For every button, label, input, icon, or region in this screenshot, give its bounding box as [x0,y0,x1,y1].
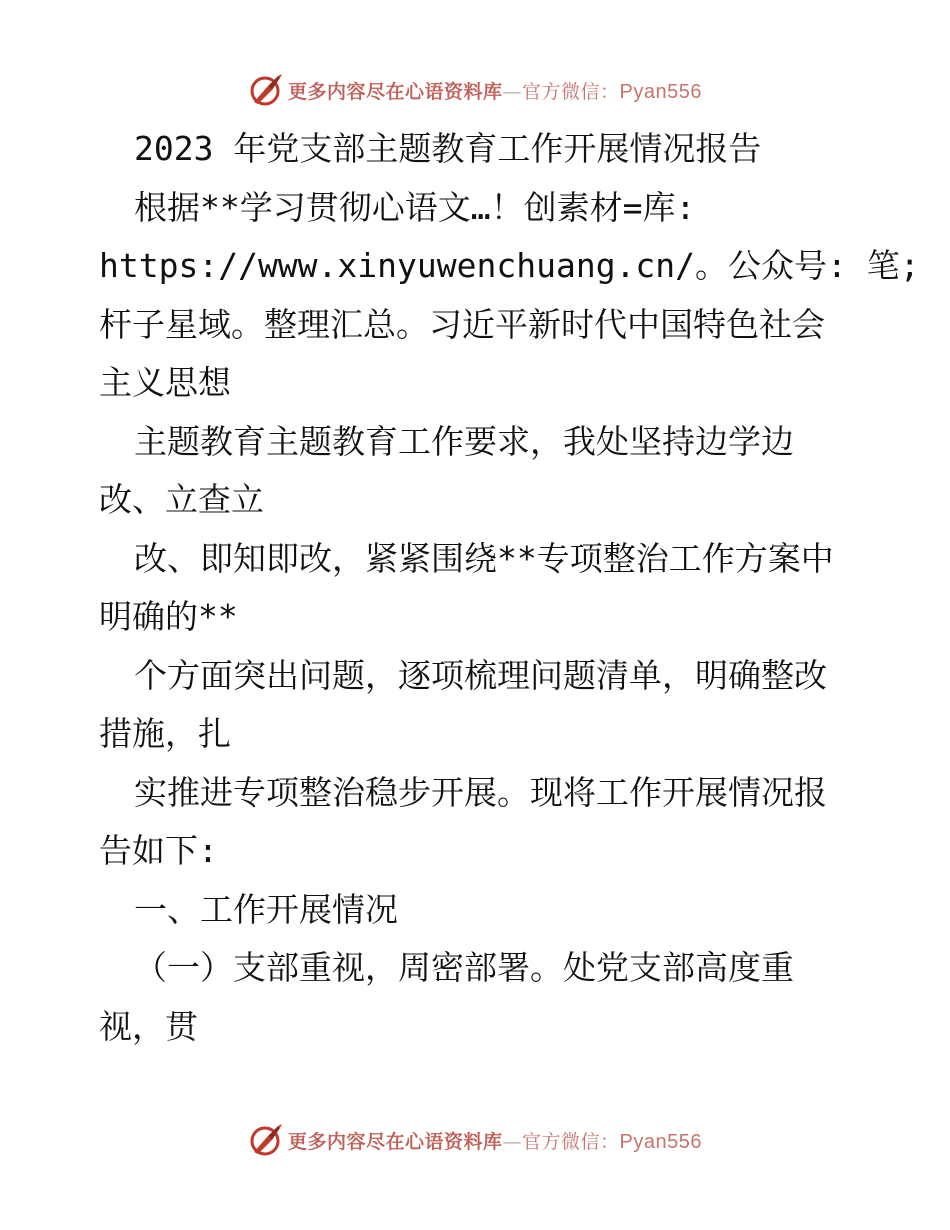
doc-line: 改、即知即改，紧紧围绕**专项整治工作方案中 [134,538,834,578]
subsection-heading: （一）支部重视，周密部署。处党支部高度重 [134,948,794,987]
doc-line: 主义思想 [99,363,231,402]
banner-dash: — [502,1130,523,1153]
banner-suffix: 官方微信： [522,80,620,103]
doc-line: 告如下: [99,831,218,870]
quill-pen-seal-icon [248,72,284,108]
doc-line: 个方面突出问题，逐项梳理问题清单，明确整改 [134,655,827,695]
doc-line: 实推进专项整治稳步开展。现将工作开展情况报 [134,772,827,812]
doc-line: 杆子星域。整理汇总。习近平新时代中国特色社会 [99,304,825,344]
footer-banner [0,1118,950,1162]
doc-line: 措施，扎 [99,714,231,753]
banner-suffix: 官方微信： [522,1130,620,1153]
doc-line: 主题教育主题教育工作要求，我处坚持边学边 [134,421,794,461]
section-heading: 一、工作开展情况 [134,889,398,929]
banner-dash: — [502,80,523,103]
header-banner [0,68,950,112]
banner-wechat-id: Pyan556 [619,80,702,103]
quill-pen-seal-icon [248,1122,284,1158]
banner-brand-text: 更多内容尽在心语资料库 [288,1130,503,1153]
doc-line: 明确的** [99,597,238,636]
document-body [99,120,920,1056]
doc-line: 根据**学习贯彻心语文…！创素材=库: [134,187,696,227]
doc-line: 视，贯 [99,1006,198,1046]
doc-line: https://www.xinyuwenchuang.cn/。公众号: 笔; [99,246,920,285]
banner-wechat-id: Pyan556 [619,1130,702,1153]
doc-title: 2023 年党支部主题教育工作开展情况报告 [134,129,762,168]
banner-brand-text: 更多内容尽在心语资料库 [288,80,503,103]
doc-line: 改、立查立 [99,480,264,519]
